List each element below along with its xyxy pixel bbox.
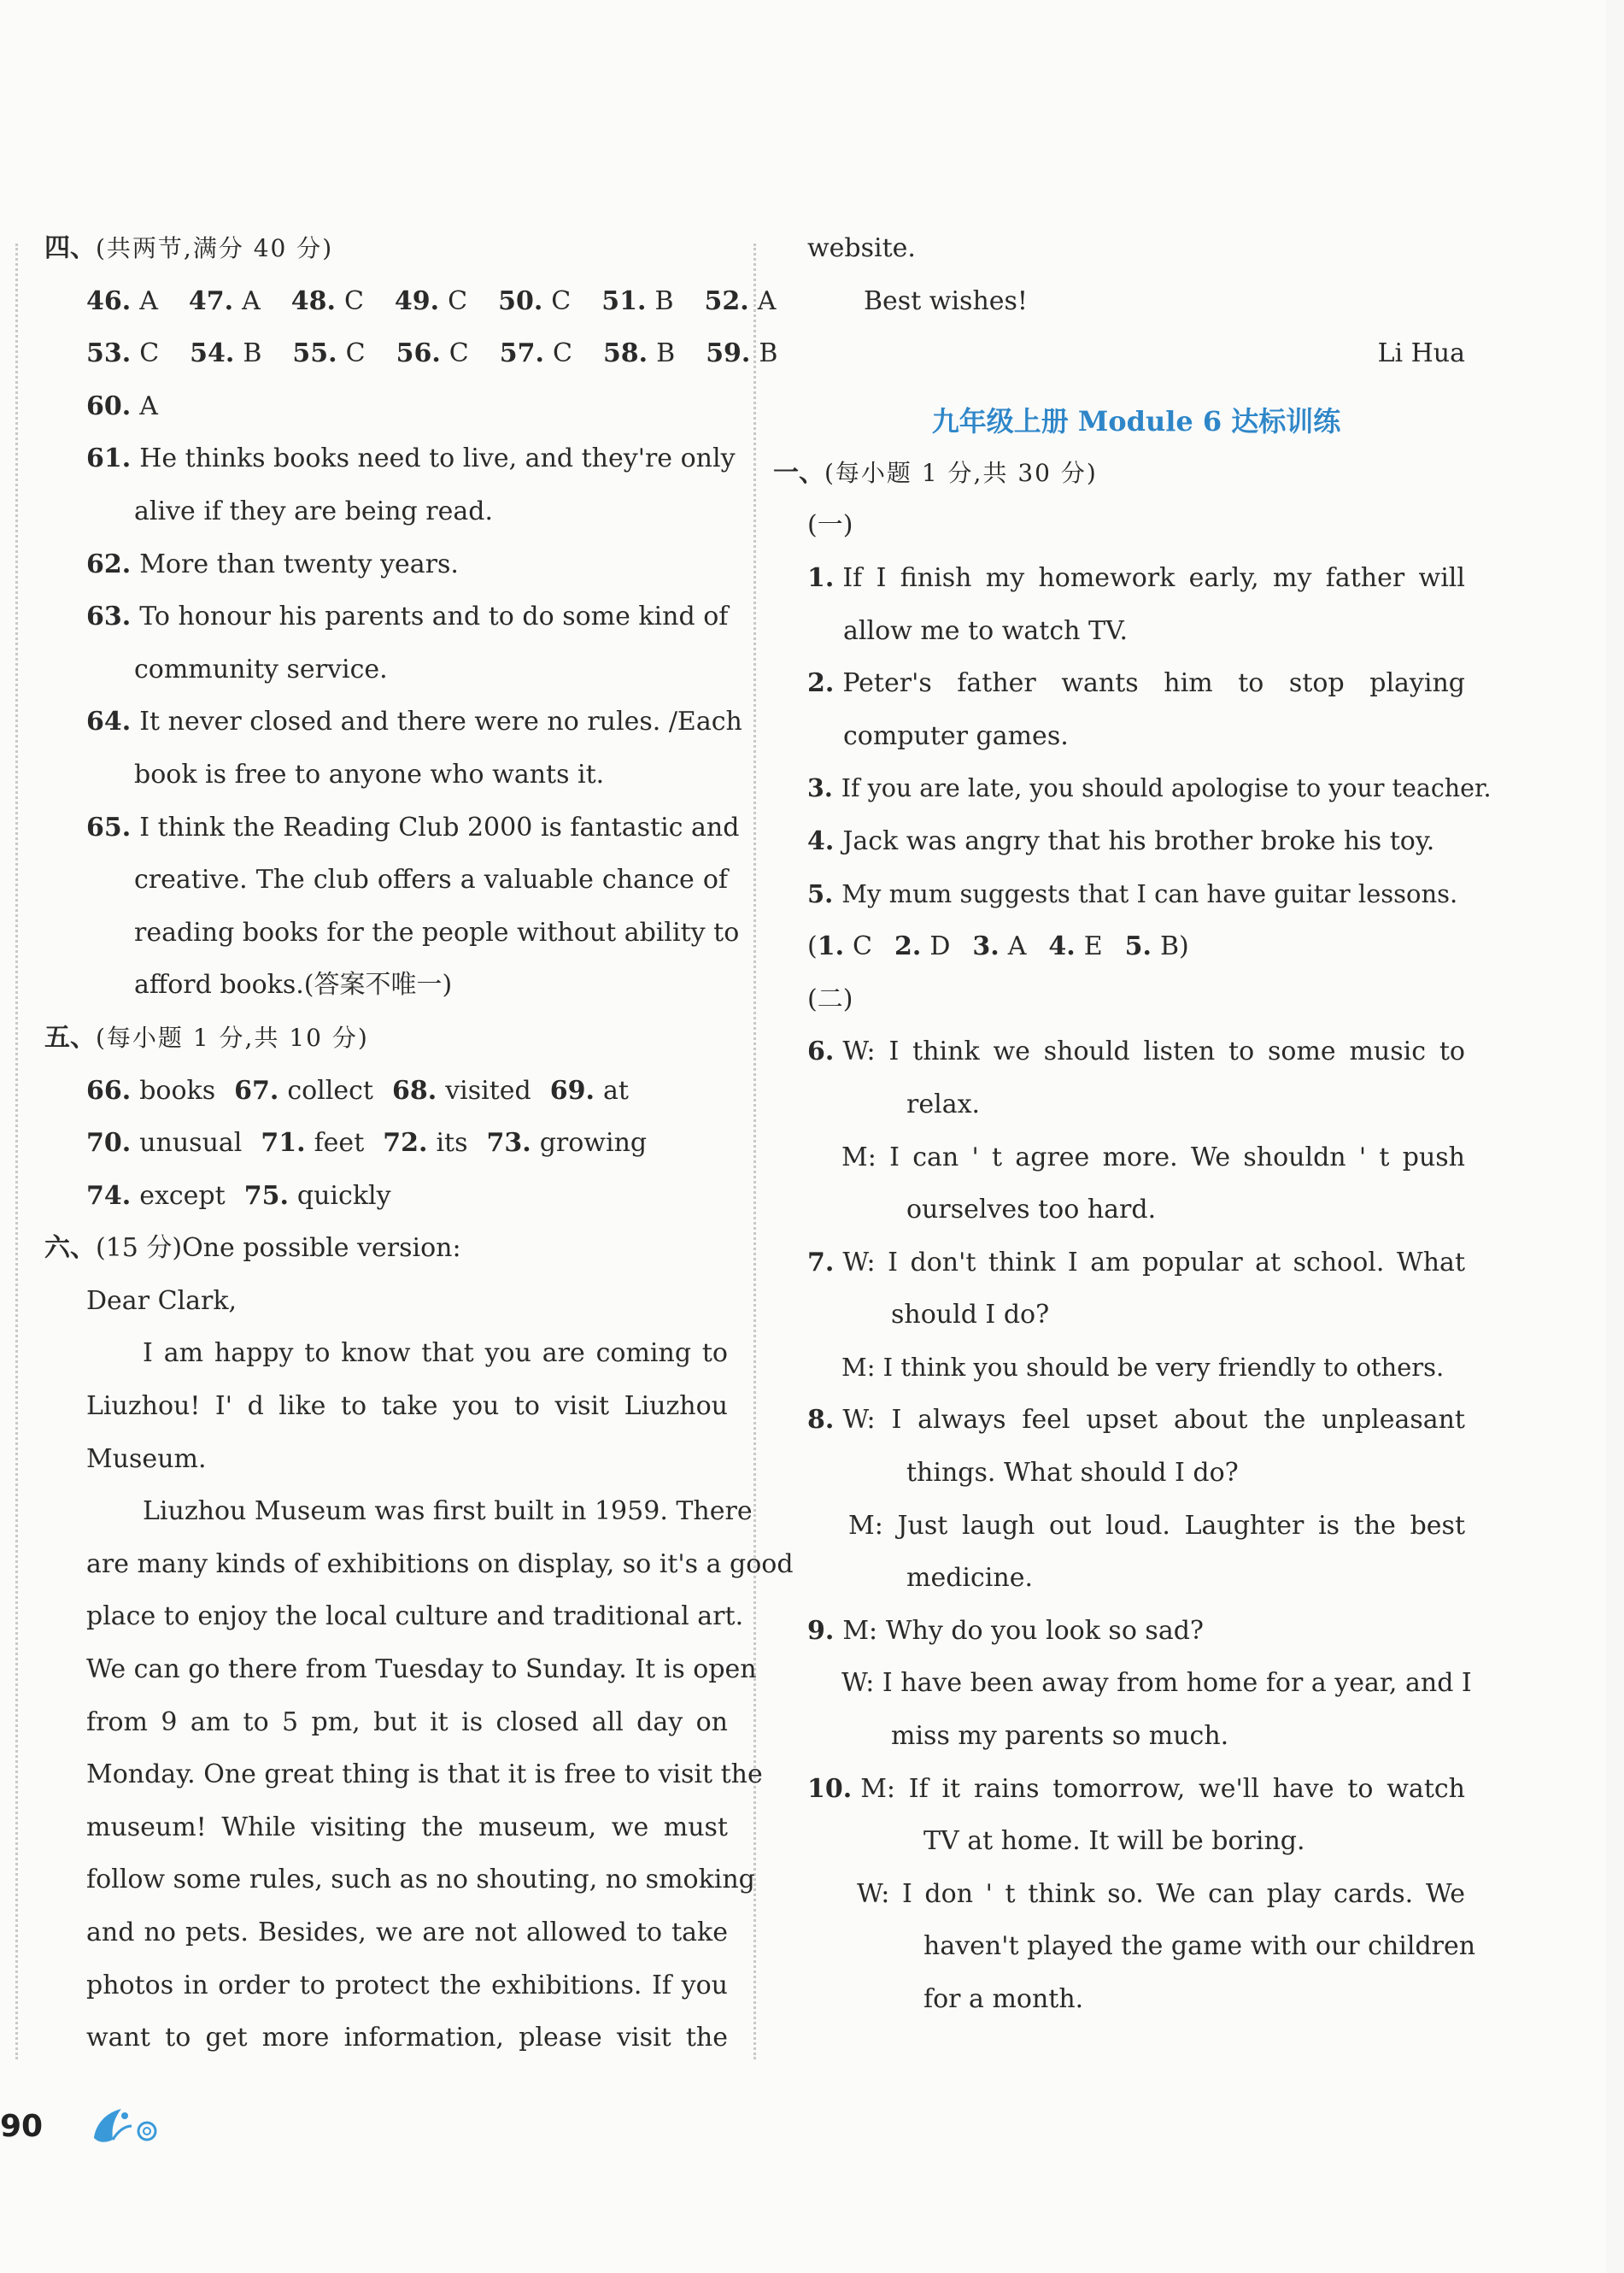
answer-value: C: [345, 338, 366, 369]
answer-row: [44, 1170, 728, 1223]
answer-value: A: [139, 285, 158, 316]
answer-item: [86, 1181, 226, 1211]
answer-number: 56.: [396, 338, 441, 369]
answer-item: [291, 286, 364, 316]
sentence-1-cont: allow me to watch TV.: [843, 615, 1128, 646]
dialogue-line: M: I can ' t agree more. We shouldn ' t push: [841, 1142, 1465, 1172]
answer-number: 52.: [704, 285, 749, 316]
match-item: [1125, 931, 1179, 961]
answer-value: at: [602, 1075, 629, 1106]
answer-61: 61. He thinks books need to live, and they're only: [86, 443, 736, 474]
answer-number: 49.: [394, 285, 440, 316]
dialogue-9: 9. M: Why do you look so sad?: [807, 1615, 1204, 1646]
match-item: [1048, 931, 1102, 961]
answer-item: [500, 338, 572, 368]
part-label: (二): [807, 984, 853, 1014]
answer-value: C: [552, 338, 572, 369]
answer-62: 62. More than twenty years.: [86, 549, 459, 579]
answer-number: 74.: [86, 1180, 132, 1211]
answer-item: [706, 338, 777, 368]
letter-closing: Best wishes!: [864, 285, 1028, 316]
answer-number: 1.: [817, 931, 845, 962]
section-1-header: 一、(每小题 1 分,共 30 分): [773, 457, 1098, 488]
answer-number: 47.: [188, 285, 234, 316]
answer-value: B: [1159, 931, 1180, 962]
answer-number: 48.: [290, 285, 336, 316]
answer-number: 50.: [498, 285, 543, 316]
answer-value: feet: [314, 1128, 365, 1159]
answer-number: 46.: [86, 285, 132, 316]
answer-number: 58.: [602, 338, 648, 369]
letter-line: museum! While visiting the museum, we must: [86, 1812, 728, 1842]
answer-item: [601, 286, 673, 316]
answer-number: 60.: [86, 391, 132, 421]
dialogue-line: ourselves too hard.: [906, 1195, 1157, 1225]
answer-63-cont: community service.: [134, 654, 388, 684]
answer-64-cont: book is free to anyone who wants it.: [134, 759, 605, 790]
answer-value: C: [343, 285, 364, 316]
sentence-4: 4. Jack was angry that his brother broke his toy.: [807, 825, 1435, 856]
answer-item: [705, 286, 777, 316]
answer-number: 59.: [706, 338, 751, 369]
paren-open: (: [807, 931, 818, 962]
letter-line: Liuzhou Museum was first built in 1959. There: [143, 1496, 753, 1527]
answer-item: [234, 1076, 373, 1106]
answer-number: 73.: [486, 1128, 531, 1159]
answer-value: quickly: [296, 1180, 391, 1211]
section-5-header: 五、(每小题 1 分,共 10 分): [44, 1022, 369, 1053]
left-margin-divider: [15, 244, 18, 2059]
dialogue-line: miss my parents so much.: [891, 1721, 1229, 1752]
dialogue-line: for a month.: [923, 1984, 1084, 2014]
answer-row: [44, 380, 728, 433]
paren-close: ): [1179, 931, 1189, 962]
answer-row: [44, 275, 777, 328]
answer-item: [86, 286, 158, 316]
letter-line: are many kinds of exhibitions on display, so it's a good: [86, 1548, 794, 1579]
answer-item: [487, 1128, 648, 1158]
sentence-1: 1. If I finish my homework early, my father will: [807, 562, 1465, 593]
sentence-2-cont: computer games.: [843, 720, 1069, 751]
answer-value: except: [139, 1180, 226, 1211]
answer-value: A: [757, 285, 777, 316]
leaf-swirl-icon: [87, 2100, 164, 2148]
answer-row: [44, 1065, 728, 1118]
answer-number: 67.: [234, 1075, 279, 1106]
answer-value: A: [139, 391, 158, 421]
answer-value: growing: [539, 1128, 648, 1159]
answer-item: [603, 338, 675, 368]
section-6-header: 六、(15 分)One possible version:: [44, 1233, 461, 1264]
letter-line: and no pets. Besides, we are not allowed to take: [86, 1918, 728, 1947]
answer-65-cont: afford books.(答案不唯一): [134, 970, 453, 1001]
answer-65-cont: reading books for the people without ability to: [134, 917, 740, 948]
dialogue-line: M: I think you should be very friendly to others.: [841, 1352, 1445, 1382]
dialogue-line: medicine.: [906, 1563, 1034, 1594]
answer-number: 75.: [243, 1180, 289, 1211]
answer-value: C: [448, 285, 468, 316]
answer-item: [261, 1128, 364, 1158]
answer-number: 55.: [292, 338, 337, 369]
letter-line: website.: [807, 233, 916, 263]
answer-number: 70.: [86, 1128, 132, 1159]
dialogue-line: W: I don ' t think so. We can play cards. We: [857, 1878, 1465, 1909]
answer-value: A: [1007, 931, 1027, 962]
letter-line: want to get more information, please visit the: [86, 2023, 728, 2053]
answer-value: B: [243, 338, 262, 369]
answer-item: [244, 1181, 391, 1211]
answer-number: 53.: [86, 338, 132, 369]
answer-number: 69.: [549, 1075, 595, 1106]
answer-value: E: [1083, 931, 1103, 962]
match-answers: [807, 920, 1465, 973]
answer-row: [44, 327, 778, 380]
dialogue-line: W: I have been away from home for a year, and I: [841, 1668, 1472, 1699]
part-label: (一): [807, 510, 853, 541]
letter-signature: Li Hua: [1377, 338, 1465, 369]
dialogue-line: M: Just laugh out loud. Laughter is the best: [848, 1510, 1465, 1541]
answer-item: [86, 1076, 215, 1106]
answer-63: 63. To honour his parents and to do some kind of: [86, 602, 729, 632]
answer-item: [86, 338, 159, 368]
answer-65-cont: creative. The club offers a valuable chance of: [134, 865, 728, 896]
sentence-3: 3. If you are late, you should apologise to your teacher.: [807, 773, 1492, 803]
answer-item: [498, 286, 571, 316]
answer-number: 57.: [499, 338, 544, 369]
answer-number: 72.: [383, 1128, 428, 1159]
answer-value: C: [853, 931, 873, 962]
answer-64: 64. It never closed and there were no rules. /Each: [86, 707, 742, 737]
letter-line: Liuzhou! I' d like to take you to visit Liuzhou: [86, 1391, 728, 1422]
answer-65: 65. I think the Reading Club 2000 is fantastic and: [86, 812, 740, 843]
answer-number: 4.: [1048, 931, 1076, 962]
dialogue-line: TV at home. It will be boring.: [923, 1826, 1305, 1857]
answer-number: 66.: [86, 1075, 132, 1106]
answer-value: B: [654, 285, 674, 316]
section-4-header: 四、(共两节,满分 40 分): [44, 233, 334, 263]
answer-item: [190, 338, 261, 368]
answer-value: collect: [287, 1075, 373, 1106]
letter-line: place to enjoy the local culture and traditional art.: [86, 1601, 744, 1632]
answer-row: [44, 1117, 728, 1170]
dialogue-7: 7. W: I don't think I am popular at school. What: [807, 1247, 1465, 1277]
dialogue-line: haven't played the game with our children: [923, 1931, 1476, 1962]
answer-value: visited: [445, 1075, 531, 1106]
answer-number: 54.: [190, 338, 235, 369]
match-item: [894, 931, 950, 961]
answer-number: 2.: [894, 931, 922, 962]
sentence-2: 2. Peter's father wants him to stop playing: [807, 668, 1465, 699]
answer-value: B: [656, 338, 676, 369]
dialogue-line: should I do?: [891, 1300, 1050, 1330]
answer-value: unusual: [139, 1128, 243, 1159]
answer-value: C: [139, 338, 160, 369]
sentence-5: 5. My mum suggests that I can have guitar lessons.: [807, 878, 1458, 908]
letter-line: Monday. One great thing is that it is free to visit the: [86, 1759, 763, 1790]
right-column: [773, 222, 1492, 2026]
answer-value: A: [242, 285, 261, 316]
answer-item: [86, 391, 158, 421]
letter-line: Museum.: [86, 1443, 207, 1474]
letter-salutation: Dear Clark,: [86, 1285, 237, 1316]
answer-item: [292, 338, 365, 368]
answer-value: C: [551, 285, 572, 316]
answer-value: C: [449, 338, 469, 369]
answer-value: D: [929, 931, 951, 962]
dialogue-line: things. What should I do?: [906, 1458, 1239, 1489]
answer-item: [383, 1128, 467, 1158]
letter-line: I am happy to know that you are coming to: [143, 1338, 728, 1369]
match-item: [972, 931, 1026, 961]
letter-line: photos in order to protect the exhibitions. If you: [86, 1970, 728, 2000]
answer-61-cont: alive if they are being read.: [134, 496, 494, 526]
answer-number: 71.: [261, 1128, 306, 1159]
answer-item: [395, 286, 467, 316]
answer-item: [189, 286, 261, 316]
left-column: [44, 222, 794, 2064]
answer-number: 68.: [391, 1075, 437, 1106]
answer-value: B: [759, 338, 778, 369]
module-title: 九年级上册 Module 6 达标训练: [931, 404, 1341, 438]
dialogue-10: 10. M: If it rains tomorrow, we'll have to watch: [807, 1773, 1465, 1804]
page-number: 90: [0, 2109, 44, 2144]
answer-number: 5.: [1124, 931, 1152, 962]
dialogue-6: 6. W: I think we should listen to some music to: [807, 1037, 1465, 1067]
answer-value: its: [436, 1128, 468, 1159]
letter-line: follow some rules, such as no shouting, no smoking: [86, 1865, 755, 1895]
letter-line: from 9 am to 5 pm, but it is closed all day on: [86, 1706, 728, 1737]
match-item: [818, 931, 872, 961]
answer-number: 51.: [601, 285, 647, 316]
letter-line: We can go there from Tuesday to Sunday. It is open: [86, 1654, 757, 1685]
answer-item: [392, 1076, 531, 1106]
answer-item: [86, 1128, 242, 1158]
answer-item: [550, 1076, 629, 1106]
answer-number: 3.: [972, 931, 1000, 962]
answer-value: books: [139, 1075, 216, 1106]
dialogue-line: relax.: [906, 1089, 981, 1119]
dialogue-8: 8. W: I always feel upset about the unpleasant: [807, 1405, 1465, 1436]
answer-item: [396, 338, 469, 368]
